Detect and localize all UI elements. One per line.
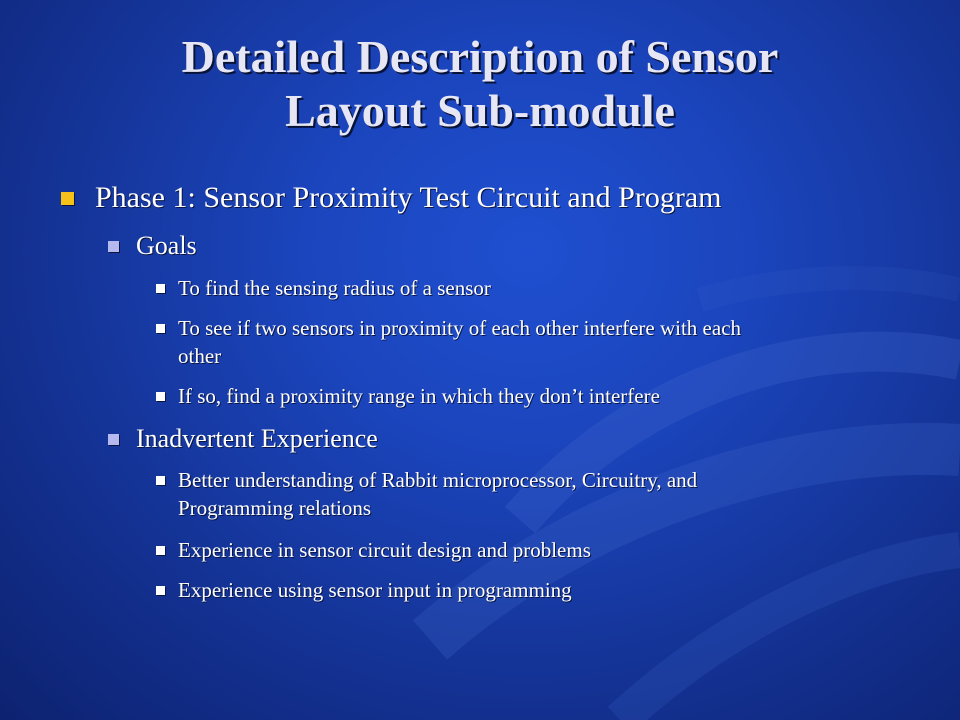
slide-title-line-2: Layout Sub-module	[285, 85, 675, 136]
bullet-inadvertent-experience	[136, 424, 378, 454]
bullet-text-line-1: To see if two sensors in proximity of each other interfere with each	[178, 316, 742, 340]
square-bullet-icon	[108, 434, 119, 445]
bullet-text-line-2: Programming relations	[178, 496, 372, 520]
bullet-text-line-1: Better understanding of Rabbit microprocessor, Circuitry, and	[178, 468, 698, 492]
bullet-text: Inadvertent Experience	[136, 424, 378, 453]
square-bullet-icon	[156, 546, 165, 555]
square-bullet-icon	[156, 476, 165, 485]
square-bullet-icon	[156, 392, 165, 401]
experience-item	[178, 576, 572, 604]
bullet-phase-1	[95, 181, 721, 215]
experience-item	[178, 466, 697, 522]
bullet-text: If so, find a proximity range in which they don’t interfere	[178, 384, 660, 408]
bullet-goals	[136, 231, 197, 261]
goal-item	[178, 314, 741, 370]
bullet-text: Goals	[136, 231, 197, 260]
bullet-text: To find the sensing radius of a sensor	[178, 276, 491, 300]
square-bullet-icon	[156, 284, 165, 293]
bullet-text-line-2: other	[178, 344, 222, 368]
goal-item	[178, 274, 491, 302]
bullet-text: Phase 1: Sensor Proximity Test Circuit and Program	[95, 181, 722, 214]
square-bullet-icon	[156, 586, 165, 595]
bullet-text: Experience using sensor input in programming	[178, 578, 572, 602]
square-bullet-icon	[156, 324, 165, 333]
experience-item	[178, 536, 591, 564]
square-bullet-icon	[108, 241, 119, 252]
slide-title-line-1: Detailed Description of Sensor	[181, 31, 779, 82]
bullet-text: Experience in sensor circuit design and problems	[178, 538, 591, 562]
square-bullet-icon	[61, 192, 74, 205]
goal-item	[178, 382, 660, 410]
